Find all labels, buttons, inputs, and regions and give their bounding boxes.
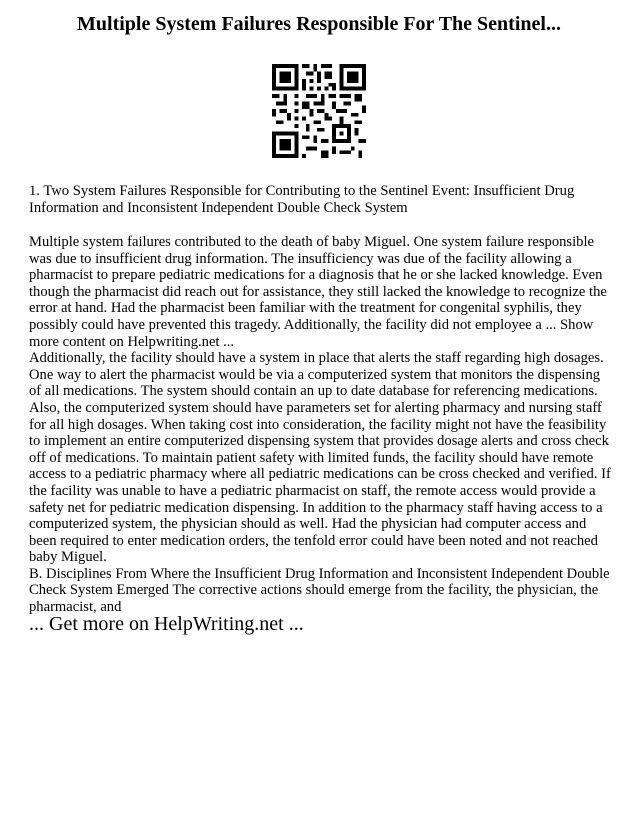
paragraph-2: Additionally, the facility should have a system in place that alerts the staff regarding high dosages. One way to alert the pharmacist would be via a computerized system that monitors the dispensing of all medications. The system should contain an up to date database for referencing medications. Also, the computerized system should have parameters set for alerting pharmacy and nursing staff for all high dosages. When taking cost into consideration, the facility might not have the feasibility to implement an entire computerized dispensing system that provides dosage alerts and cross check off of medications. To maintain patient safety with limited funds, the facility should have remote access to a pediatric pharmacy where all pediatric medications can be cross checked and verified. If the facility was unable to have a pediatric pharmacist on staff, the remote access would provide a safety net for pediatric medication dispensing. In addition to the pharmacy staff having access to a computerized system, the physician should as well. Had the physician had computer access and been required to enter medication orders, the tenfold error could have been noted and not reached baby Miguel. <box>29 350 611 566</box>
paragraph-1: Multiple system failures contributed to the death of baby Miguel. One system failure responsible was due to insufficient drug information. The insufficiency was due of the facility allowing a pharmacist to prepare pediatric medications for a diagnosis that he or she lacked knowledge. Even though the pharmacist did reach out for assistance, they still lacked the knowledge to recognize the error at hand. Had the pharmacist been familiar with the treatment for congenital syphilis, they possibly could have prevented this tragedy. Additionally, the facility did not employee a ... Show more content on Helpwriting.net ... <box>29 234 607 350</box>
paragraph-3: B. Disciplines From Where the Insufficient Drug Information and Inconsistent Independent Double Check System Emerged The corrective actions should emerge from the facility, the physician, the pharmacist, and <box>29 565 610 616</box>
document-title: Multiple System Failures Responsible For The Sentinel... <box>77 13 561 35</box>
get-more-link[interactable]: ... Get more on HelpWriting.net ... <box>29 613 304 635</box>
qr-code[interactable] <box>272 64 366 158</box>
section-1-heading: 1. Two System Failures Responsible for Contributing to the Sentinel Event: Insufficient Drug Information and Inconsistent Independent Double Check System <box>29 183 575 216</box>
article-body <box>29 234 613 616</box>
